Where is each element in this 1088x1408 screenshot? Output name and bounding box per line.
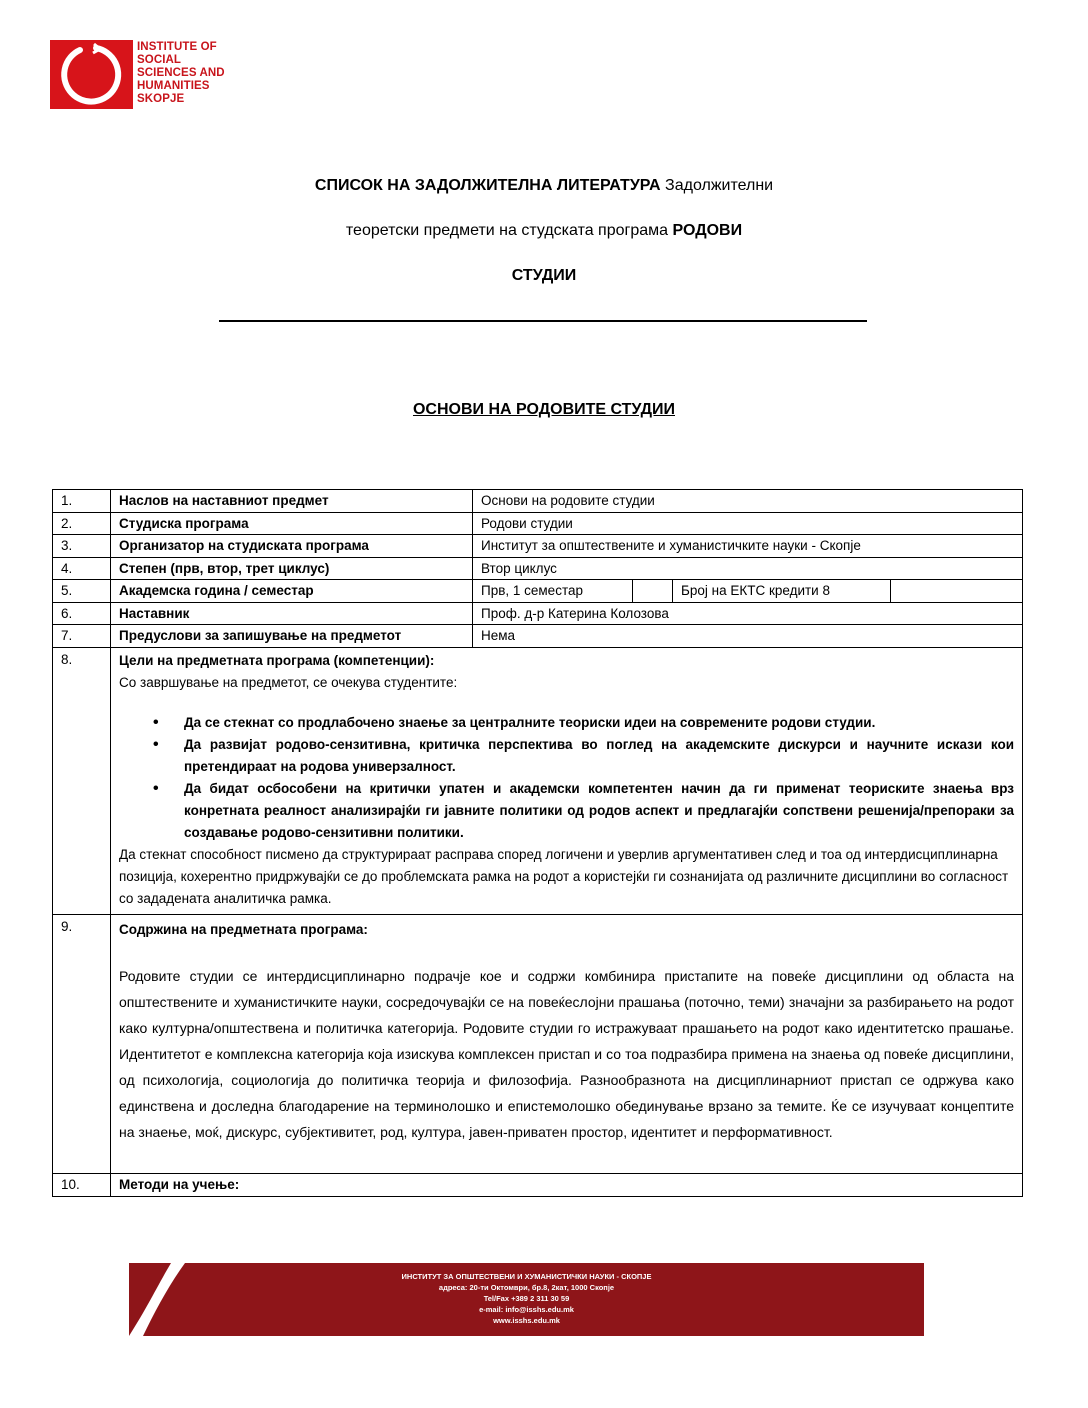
row-value: Родови студии — [481, 515, 573, 531]
row-value: Втор циклус — [481, 560, 557, 576]
table-row — [53, 602, 1022, 625]
table-row-methods — [53, 1173, 1022, 1196]
logo-line: SCIENCES AND — [137, 67, 225, 79]
title-bold: РОДОВИ — [672, 222, 743, 239]
table-row — [53, 534, 1022, 557]
title-regular: Задолжителни — [660, 177, 774, 194]
footer-phone: Tel/Fax +389 2 311 30 59 — [483, 1294, 570, 1303]
document-title-line-1 — [100, 177, 988, 195]
footer-address: адреса: 20-ти Октомври, бр.8, 2кат, 1000 Скопје — [438, 1283, 615, 1292]
row-label: Организатор на студиската програма — [111, 535, 473, 557]
footer-email: e-mail: info@isshs.edu.mk — [479, 1305, 574, 1314]
goals-list — [119, 712, 1014, 844]
logo-line: SKOPJE — [137, 93, 185, 105]
row-number: 4. — [53, 558, 111, 580]
logo-line: SOCIAL — [137, 54, 182, 66]
row-label: Наставник — [111, 603, 473, 625]
table-row — [53, 512, 1022, 535]
row-label: Академска година / семестар — [111, 580, 473, 602]
list-item: • Да бидат осбособени на критички упатен и академски компетентен начин да ги применат теориските знаења врз конретната реалност анализирајќи ги јавните политики од родов аспект и предлагајќи сопствени решенија/препораки за создавање родово-сензитивни политики. — [184, 778, 1014, 844]
content-heading: Содржина на предметната програма: — [119, 921, 368, 937]
row-number: 7. — [53, 625, 111, 647]
table-row — [53, 624, 1022, 647]
methods-heading: Методи на учење: — [119, 1176, 240, 1192]
horizontal-divider — [219, 320, 867, 322]
document-title-line-3: СТУДИИ — [511, 267, 577, 284]
row-label: Студиска програма — [111, 513, 473, 535]
logo-line: HUMANITIES — [137, 80, 210, 92]
row-label: Предуслови за запишување на предметот — [111, 625, 473, 647]
row-number: 2. — [53, 513, 111, 535]
course-info-table — [52, 489, 1023, 1197]
table-row — [53, 579, 1022, 602]
goals-heading: Цели на предметната програма (компетенции): — [119, 652, 435, 668]
row-value-split — [473, 580, 1022, 602]
logo-ring-icon — [50, 40, 133, 109]
row-number: 3. — [53, 535, 111, 557]
table-row-content — [53, 914, 1022, 1173]
table-row-goals — [53, 647, 1022, 914]
row-number: 6. — [53, 603, 111, 625]
row-value: Проф. д-р Катерина Колозова — [481, 605, 669, 621]
footer-banner — [129, 1263, 924, 1336]
row-label: Степен (прв, втор, трет циклус) — [111, 558, 473, 580]
title-bold: СПИСОК НА ЗАДОЛЖИТЕЛНА ЛИТЕРАТУРА — [314, 177, 661, 194]
list-item: • Да се стекнат со продлабочено знаење за централните теориски идеи на современите родови студии. — [184, 712, 1014, 734]
empty-cell — [633, 580, 673, 602]
footer-institute-name: ИНСТИТУТ ЗА ОПШТЕСТВЕНИ И ХУМАНИСТИЧКИ НАУКИ - СКОПЈЕ — [401, 1272, 652, 1281]
footer-website: www.isshs.edu.mk — [493, 1316, 560, 1325]
course-section-title: ОСНОВИ НА РОДОВИТЕ СТУДИИ — [412, 401, 675, 418]
semester-value: Прв, 1 семестар — [473, 580, 633, 602]
goals-intro: Со завршување на предметот, се очекува студентите: — [119, 674, 458, 690]
row-number: 9. — [53, 915, 111, 1173]
ects-credits: Број на ЕКТС кредити 8 — [673, 580, 891, 602]
row-number: 1. — [53, 490, 111, 512]
row-value: Основи на родовите студии — [481, 493, 655, 508]
goals-cell — [111, 648, 1022, 914]
row-number: 8. — [53, 648, 111, 914]
row-number: 5. — [53, 580, 111, 602]
content-paragraph: Родовите студии се интердисциплинарно подрачје кое и содржи комбинира пристапите на повеќе дисциплини од областа на општествените и хуманистичките науки, сосредочувајќи се на повеќеслојни прашања (поточно, теми) значајни за разбирањето на родот како културна/општествена и политичка категорија. Родовите студии го истражуваат прашањето на родот како идентитетско прашање. Идентитетот е комплексна категорија која изискува комплексен пристап и со тоа подразбира примена на знаења од повеќе дисциплини, од психологија, социологија до политичка теорија и филозофија. Разнообразнота на дисциплинарниот пристап се одржува како единствена и доследна благодарение на терминолошко и епистемолошко обединување врзано за темите. Ќе се изучуваат концептите на знаење, моќ, дискурс, субјективитет, род, култура, јавен-приватен простор, идентитет и перформативност. — [119, 967, 1014, 1140]
row-number: 10. — [53, 1174, 111, 1196]
document-title-line-2 — [100, 222, 988, 240]
row-value: Институт за општествените и хуманистичките науки - Скопје — [481, 538, 861, 553]
row-label: Наслов на наставниот предмет — [111, 490, 473, 512]
table-row — [53, 490, 1022, 512]
table-row — [53, 557, 1022, 580]
logo-line: INSTITUTE OF — [137, 41, 217, 53]
footer-contact — [129, 1271, 924, 1326]
empty-cell — [891, 580, 1022, 602]
list-item: • Да развијат родово-сензитивна, критичка перспектива во поглед на академските дискурси и научните искази кои претендираат на родова универзалност. — [184, 734, 1014, 778]
content-cell — [111, 915, 1022, 1173]
institute-logo — [50, 40, 250, 110]
logo-text — [137, 41, 225, 106]
row-value: Нема — [481, 628, 516, 643]
goals-closing: Да стекнат способност писмено да структурираат расправа според логичени и уверлив аргументативен след и тоа од интердисциплинарна позиција, кохерентно придржувајќи се до проблемската рамка на родот а користејќи ги сознанијата од различните дисциплини во согласност со зададената аналитичка рамка. — [119, 846, 1009, 906]
title-regular: теоретски предмети на студската програма — [345, 222, 673, 239]
